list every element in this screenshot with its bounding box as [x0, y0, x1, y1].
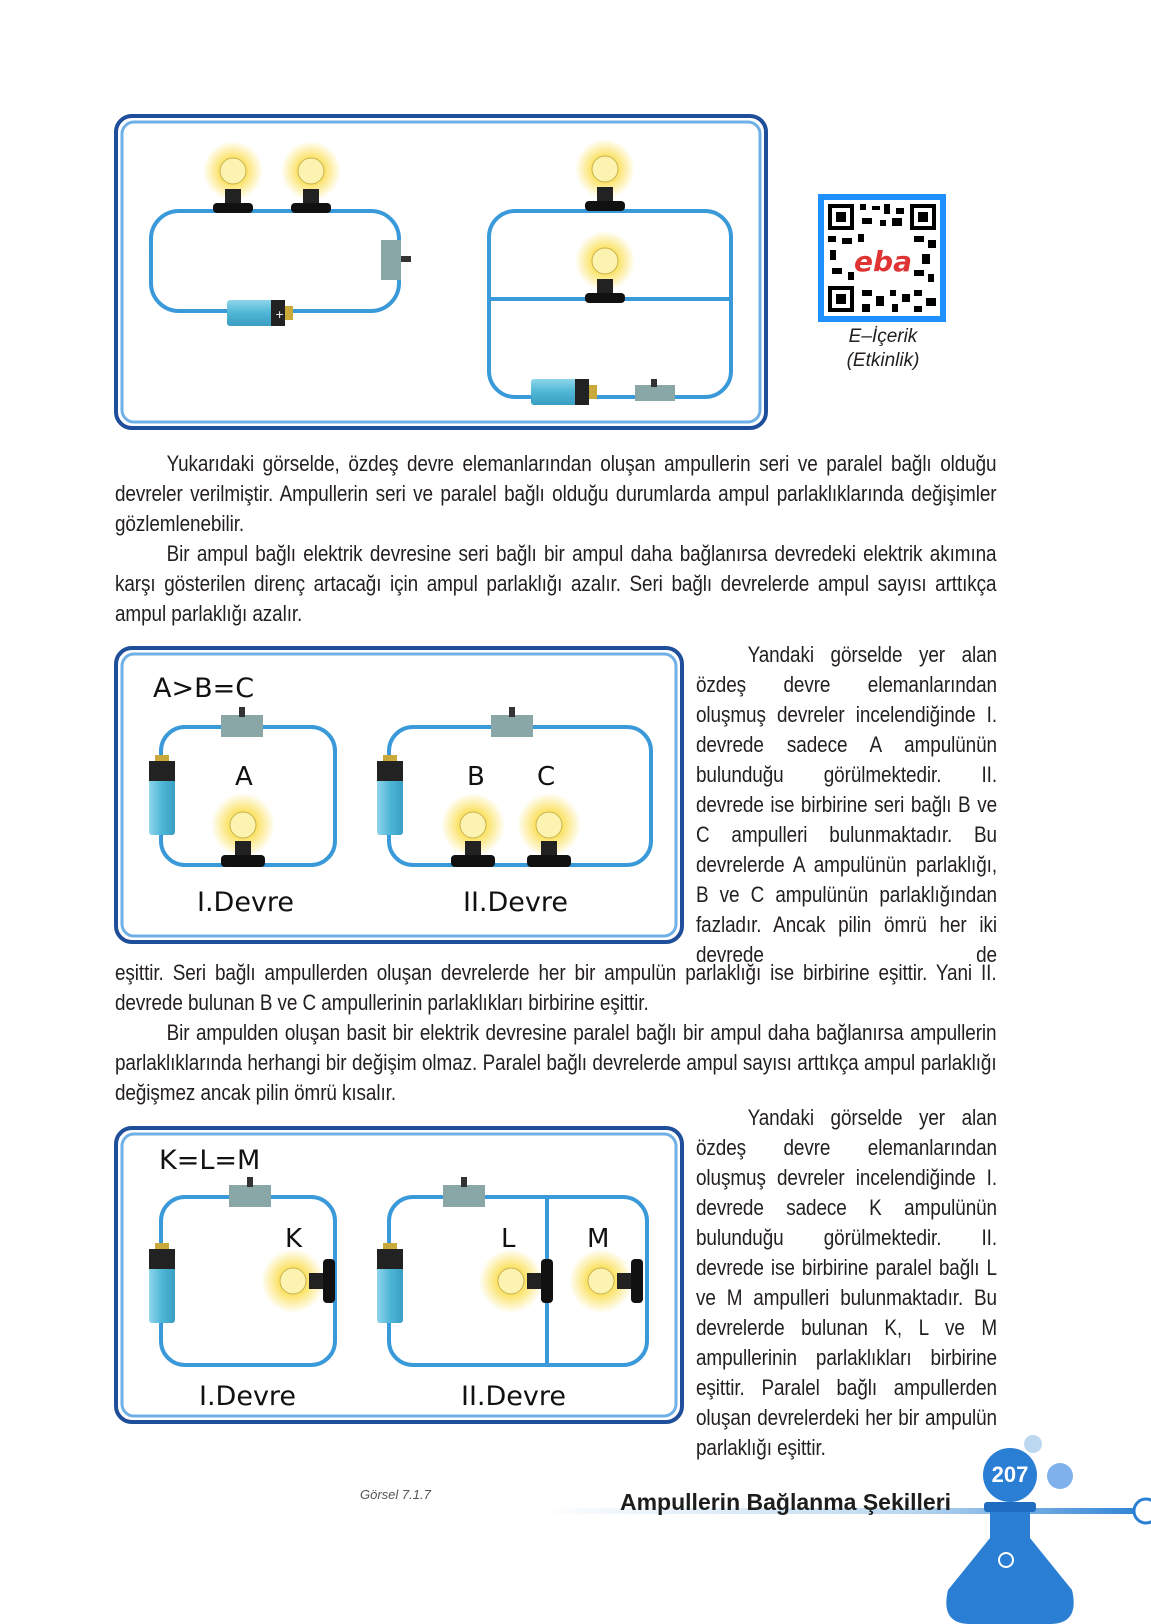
- bulb-label-m: M: [587, 1224, 610, 1254]
- switch: [633, 377, 677, 408]
- eba-logo: eba: [854, 245, 912, 278]
- bulb-label-c: C: [537, 762, 556, 792]
- figure-series-parallel: [113, 113, 769, 431]
- bulb-label-k: K: [285, 1224, 303, 1254]
- continued-text: [115, 958, 997, 1108]
- figure-series: [113, 645, 685, 945]
- bulb: [203, 141, 263, 226]
- page-number: 207: [991, 1462, 1029, 1487]
- bulb: [281, 141, 341, 226]
- side-text-series: [696, 640, 997, 970]
- battery: [529, 377, 605, 412]
- intro-text: [115, 449, 997, 629]
- qr-caption: [820, 325, 946, 373]
- side-text-parallel: [696, 1103, 997, 1463]
- qr-code[interactable]: [818, 194, 946, 322]
- circuit-label-2: II.Devre: [463, 887, 569, 918]
- battery: [225, 298, 301, 333]
- relation-label: K=L=M: [159, 1145, 261, 1176]
- switch: [379, 238, 415, 287]
- bulb: [575, 231, 635, 316]
- figure-caption: Görsel 7.1.7: [360, 1487, 431, 1502]
- bulb: [575, 139, 635, 224]
- bulb-label-l: L: [501, 1224, 516, 1254]
- paragraph: Yandaki görselde yer alan özdeş devre elemanlarından oluşmuş devreler incelendiğinde I. devrede sadece K ampulünün bulunduğu görülmektedir. II. devrede ise birbirine paralel bağlı L ve M ampulleri bulunmaktadır. Bu devrelerde bulunan K, L ve M ampullerinin parlaklıkları birbirine eşittir. Paralel bağlı ampullerden oluşan devrelerdeki her bir ampulün parlaklığı eşittir.: [696, 1105, 997, 1460]
- battery-plus: +: [275, 308, 285, 321]
- circuit-label-1: I.Devre: [199, 1381, 297, 1412]
- paragraph: Bir ampulden oluşan basit bir elektrik devresine paralel bağlı bir ampul daha bağlanırsa ampullerin parlaklıklarında herhangi bir değişim olmaz. Paralel bağlı devrelerde ampul sayısı arttıkça ampul parlaklığı değişmez ancak pilin ömrü kısalır.: [115, 1020, 997, 1105]
- footer-decoration: [0, 1420, 1151, 1624]
- circuit-label-1: I.Devre: [197, 887, 295, 918]
- bulb-label-a: A: [235, 762, 253, 792]
- figure-parallel: [113, 1125, 685, 1425]
- paragraph: eşittir. Seri bağlı ampullerden oluşan devrelerde her bir ampulün parlaklığı ise birbirine eşittir. Yani II. devrede bulunan B ve C ampullerinin parlaklıkları birbirine eşittir.: [115, 960, 997, 1015]
- footer-title: Ampullerin Bağlanma Şekilleri: [620, 1489, 952, 1515]
- qr-caption-line2: (Etkinlik): [846, 350, 920, 371]
- paragraph: Yandaki görselde yer alan özdeş devre elemanlarından oluşmuş devreler incelendiğinde I. devrede sadece A ampulünün bulunduğu görülmektedir. II. devrede ise birbirine seri bağlı B ve C ampulleri bulunmaktadır. Bu devrelerde A ampulünün parlaklığı, B ve C ampulünün parlaklığından fazladır. Ancak pilin ömrü her iki devrede de: [696, 642, 997, 967]
- relation-label: A>B=C: [153, 673, 255, 704]
- circuit-label-2: II.Devre: [461, 1381, 567, 1412]
- paragraph: Yukarıdaki görselde, özdeş devre elemanlarından oluşan ampullerin seri ve paralel bağlı olduğu devreler verilmiştir. Ampullerin seri ve paralel bağlı olduğu durumlarda ampul parlaklıklarında değişimler gözlemlenebilir.: [115, 451, 997, 536]
- bulb-label-b: B: [467, 762, 485, 792]
- qr-caption-line1: E–İçerik: [848, 326, 918, 347]
- paragraph: Bir ampul bağlı elektrik devresine seri bağlı bir ampul daha bağlanırsa devredeki elektrik akımına karşı gösterilen direnç artacağı için ampul parlaklığı azalır. Seri bağlı devrelerde ampul sayısı arttıkça ampul parlaklığı azalır.: [115, 541, 997, 626]
